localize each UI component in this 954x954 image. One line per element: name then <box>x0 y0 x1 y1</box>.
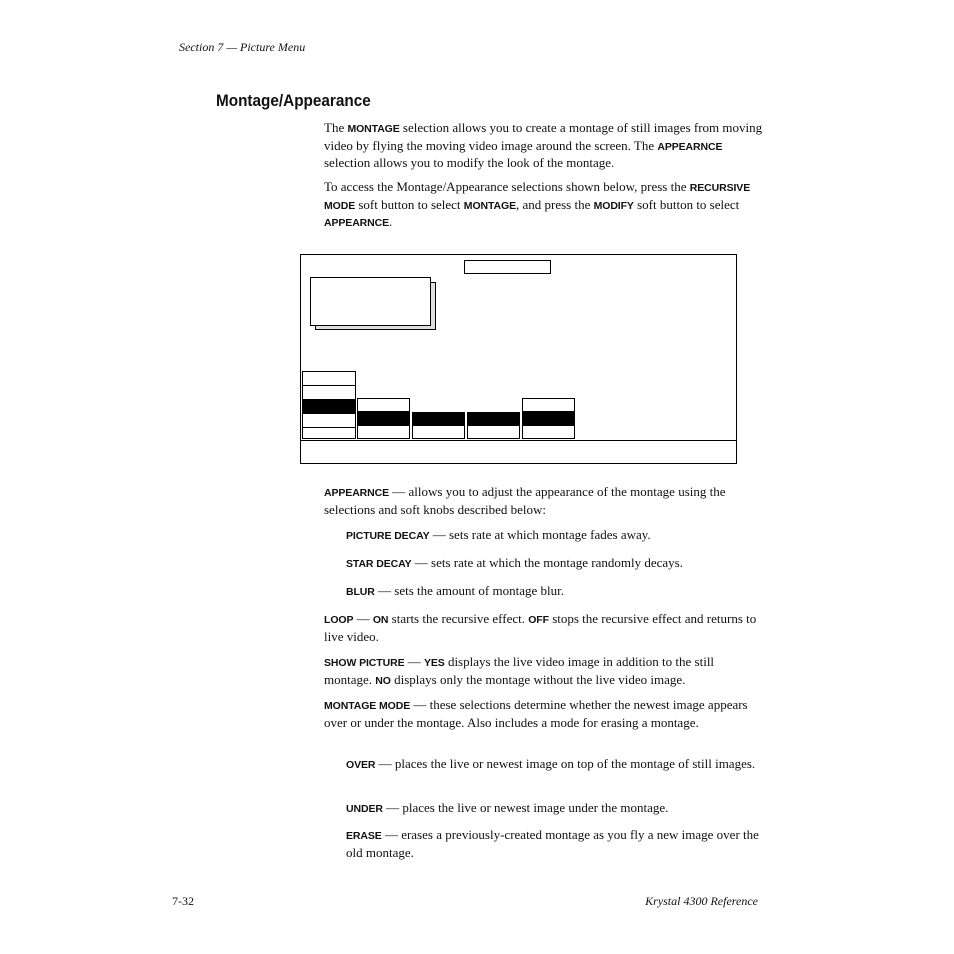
diagram-column-2 <box>357 398 410 439</box>
diagram-status-divider <box>301 440 736 441</box>
diagram-column-4 <box>467 412 520 439</box>
menu-diagram <box>300 254 737 464</box>
erase-description: ERASE — erases a previously-created montage as you fly a new image over the old montage. <box>346 827 759 860</box>
blur-description: BLUR — sets the amount of montage blur. <box>346 583 564 598</box>
under-description: UNDER — places the live or newest image under the montage. <box>346 800 669 815</box>
diagram-title-box <box>464 260 551 274</box>
book-title: Krystal 4300 Reference <box>645 894 758 908</box>
picture-decay-description: PICTURE DECAY — sets rate at which montage fades away. <box>346 527 651 542</box>
diagram-panel <box>310 277 431 326</box>
intro-paragraph-1: The MONTAGE selection allows you to create a montage of still images from moving video by flying the moving video image around the screen. The APPEARNCE selection allows you to modify the look of the montage. <box>324 120 763 170</box>
running-header: Section 7 — Picture Menu <box>179 40 306 54</box>
diagram-column-1 <box>302 371 356 439</box>
montage-mode-description: MONTAGE MODE — these selections determine whether the newest image appears over or under the montage. Also includes a mode for erasing a montage. <box>324 697 748 730</box>
star-decay-description: STAR DECAY — sets rate at which the montage randomly decays. <box>346 555 683 570</box>
show-picture-description: SHOW PICTURE — YES displays the live video image in addition to the still montage. NO displays only the montage without the live video image. <box>324 654 715 687</box>
appearnce-description: APPEARNCE — allows you to adjust the appearance of the montage using the selections and soft knobs described below: <box>324 484 726 517</box>
loop-description: LOOP — ON starts the recursive effect. OFF stops the recursive effect and returns to live video. <box>324 611 757 644</box>
intro-paragraph-2: To access the Montage/Appearance selections shown below, press the RECURSIVE MODE soft button to select MONTAGE, and press the MODIFY soft button to select APPEARNCE. <box>324 179 751 229</box>
section-title: Montage/Appearance <box>216 91 371 110</box>
page-number: 7-32 <box>172 894 194 908</box>
over-description: OVER — places the live or newest image on top of the montage of still images. <box>346 756 756 771</box>
diagram-column-3 <box>412 412 465 439</box>
diagram-column-5 <box>522 398 575 439</box>
